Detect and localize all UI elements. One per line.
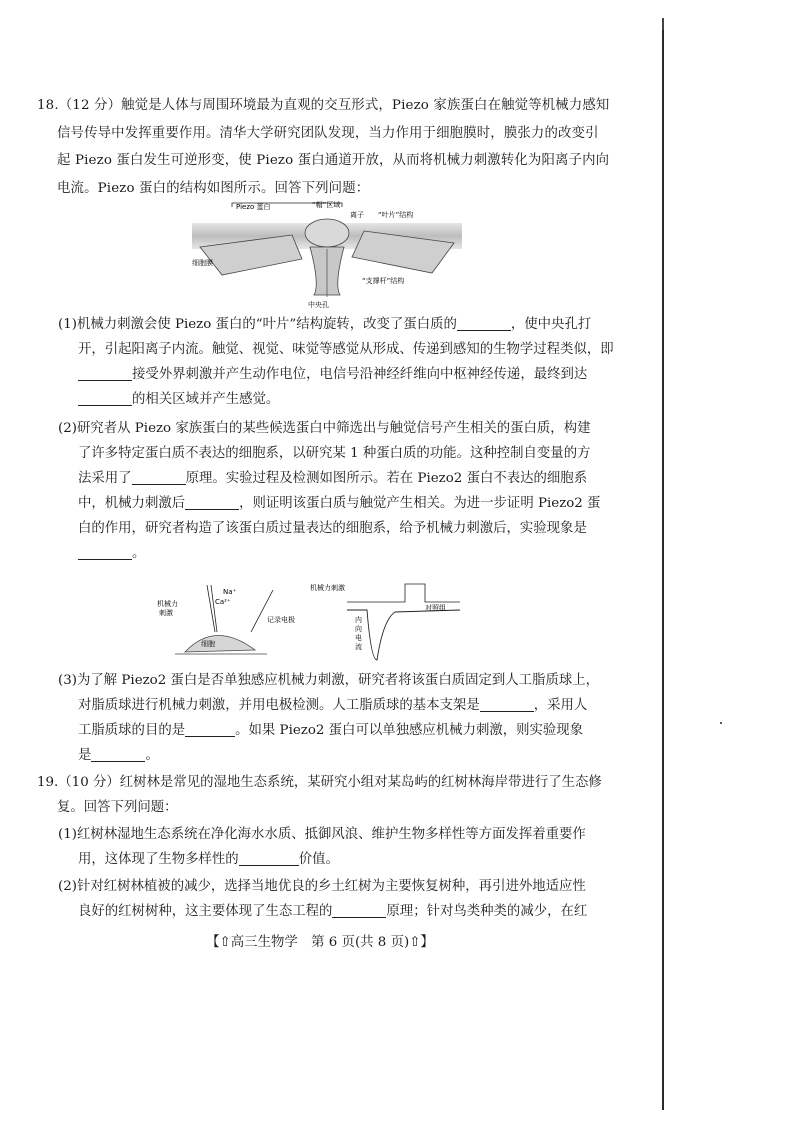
answer-blank[interactable] xyxy=(78,366,132,381)
label-stim: 刺激 xyxy=(159,609,173,617)
answer-blank[interactable] xyxy=(457,316,511,331)
scan-speck xyxy=(720,722,722,724)
q19-p1-b1: 用，这体现了生物多样性的 xyxy=(78,852,239,867)
q18-p3-d2: 。 xyxy=(145,748,159,763)
label-ca: Ca²⁺ xyxy=(215,598,231,606)
answer-blank[interactable] xyxy=(132,470,186,485)
q18-p2-a: (2)研究者从 Piezo 家族蛋白的某些候选蛋白中筛选出与触觉信号产生相关的蛋白质，构建 xyxy=(58,421,591,436)
label-control: 对照组 xyxy=(425,604,446,612)
answer-blank[interactable] xyxy=(91,747,145,762)
q19-line1: 19.（10 分）红树林是常见的湿地生态系统，某研究小组对某岛屿的红树林海岸带进行了生态修 xyxy=(37,775,602,790)
q19-stem xyxy=(37,770,637,820)
q18-p1-e: 的相关区域并产生感觉。 xyxy=(132,392,280,407)
q18-line2: 信号传导中发挥重要作用。清华大学研究团队发现，当力作用于细胞膜时，膜张力的改变引 xyxy=(57,125,599,141)
page-edge-tick xyxy=(662,18,664,30)
q18-p2-f: 。 xyxy=(132,546,146,561)
q18-p1-c: 开，引起阳离子内流。触觉、视觉、味觉等感觉从形成、传递到感知的生物学过程类似，即 xyxy=(78,342,614,357)
experiment-figure xyxy=(155,580,465,680)
q18-part1 xyxy=(58,312,638,412)
label-blade: “叶片”结构 xyxy=(378,211,414,219)
answer-blank[interactable] xyxy=(185,495,239,510)
q18-part3 xyxy=(58,668,638,768)
label-pore: 中央孔 xyxy=(308,301,329,309)
label-membrane: 细胞膜 xyxy=(192,259,213,267)
label-inward4: 流 xyxy=(355,643,362,651)
label-inward1: 内 xyxy=(355,616,362,624)
q18-p3-d1: 是 xyxy=(78,748,92,763)
label-na: Na⁺ xyxy=(223,588,237,596)
q18-line1: 18.（12 分）触觉是人体与周围环境最为直观的交互形式，Piezo 家族蛋白在触觉等机械力感知 xyxy=(37,98,610,113)
q18-part2 xyxy=(58,416,638,566)
electrode-line xyxy=(251,590,273,632)
cap-domain xyxy=(305,219,349,247)
label-mechstim: 机械力刺激 xyxy=(310,584,345,592)
stim-trace xyxy=(347,584,460,602)
q18-p1-b: ，使中央孔打 xyxy=(510,317,592,332)
q18-p3-a: (3)为了解 Piezo2 蛋白是否单独感应机械力刺激，研究者将该蛋白质固定到人工脂质球上， xyxy=(58,673,600,688)
q19-p2-b1: 良好的红树树种，这主要体现了生态工程的 xyxy=(78,904,333,919)
q18-p3-c2: 。如果 Piezo2 蛋白可以单独感应机械力刺激，则实验现象 xyxy=(235,723,584,738)
label-piezo: Piezo 蛋白 xyxy=(236,203,271,211)
label-electrode: 记录电极 xyxy=(267,616,295,624)
q18-line3: 起 Piezo 蛋白发生可逆形变，使 Piezo 蛋白通道开放，从而将机械力刺激转化为阳离子内向 xyxy=(57,153,610,168)
page-footer: 【⇧高三生物学 第 6 页(共 8 页)⇧】 xyxy=(206,935,434,950)
binding-margin-line xyxy=(662,30,664,1110)
current-trace xyxy=(347,610,460,660)
answer-blank[interactable] xyxy=(239,851,299,866)
q18-p2-d1: 中，机械力刺激后 xyxy=(78,496,186,511)
answer-blank[interactable] xyxy=(78,545,132,560)
q18-p2-d2: ，则证明该蛋白质与触觉产生相关。为进一步证明 Piezo2 蛋 xyxy=(239,496,601,511)
piezo-structure-figure xyxy=(192,195,462,315)
label-mech: 机械力 xyxy=(157,600,178,608)
label-ion: 离子 xyxy=(350,211,364,219)
q18-line4: 电流。Piezo 蛋白的结构如图所示。回答下列问题： xyxy=(57,180,370,196)
label-cell: 细胞 xyxy=(201,640,215,648)
q18-p1-d: 接受外界刺激并产生动作电位，电信号沿神经纤维向中枢神经传递，最终到达 xyxy=(132,367,588,382)
cell-shape xyxy=(185,635,255,652)
q18-p2-b: 了许多特定蛋白质不表达的细胞系，以研究某 1 种蛋白质的功能。这种控制自变量的方 xyxy=(78,446,591,461)
q19-p2-a: (2)针对红树林植被的减少，选择当地优良的乡土红树为主要恢复树种，再引进外地适应性 xyxy=(58,879,586,894)
q18-p3-c1: 工脂质球的目的是 xyxy=(78,723,186,738)
q18-p1-a: (1)机械力刺激会使 Piezo 蛋白的“叶片”结构旋转，改变了蛋白质的 xyxy=(58,317,457,332)
q19-part1 xyxy=(58,822,638,872)
q18-p2-c2: 原理。实验过程及检测如图所示。若在 Piezo2 蛋白不表达的细胞系 xyxy=(185,471,588,486)
q19-p1-a: (1)红树林湿地生态系统在净化海水水质、抵御风浪、维护生物多样性等方面发挥着重要作 xyxy=(58,827,586,842)
q19-p1-b2: 价值。 xyxy=(298,852,339,867)
answer-blank[interactable] xyxy=(480,697,534,712)
answer-blank[interactable] xyxy=(332,903,386,918)
label-inward2: 向 xyxy=(355,625,362,633)
q19-part2 xyxy=(58,874,638,924)
q18-stem xyxy=(37,92,637,202)
answer-blank[interactable] xyxy=(185,722,235,737)
q18-p3-b2: ，采用人 xyxy=(533,698,588,713)
label-inward3: 电 xyxy=(355,634,362,642)
q19-line2: 复。回答下列问题： xyxy=(57,800,178,815)
q18-p2-c1: 法采用了 xyxy=(78,471,132,486)
q18-p2-e: 白的作用，研究者构造了该蛋白质过量表达的细胞系，给予机械力刺激后，实验现象是 xyxy=(78,521,587,536)
label-cap: “帽”区域 xyxy=(312,201,341,209)
label-lever: “支撑杆”结构 xyxy=(362,277,405,285)
q19-p2-b2: 原理；针对鸟类种类的减少，在红 xyxy=(386,904,588,919)
answer-blank[interactable] xyxy=(78,391,132,406)
q18-p3-b1: 对脂质球进行机械力刺激，并用电极检测。人工脂质球的基本支架是 xyxy=(78,698,480,713)
